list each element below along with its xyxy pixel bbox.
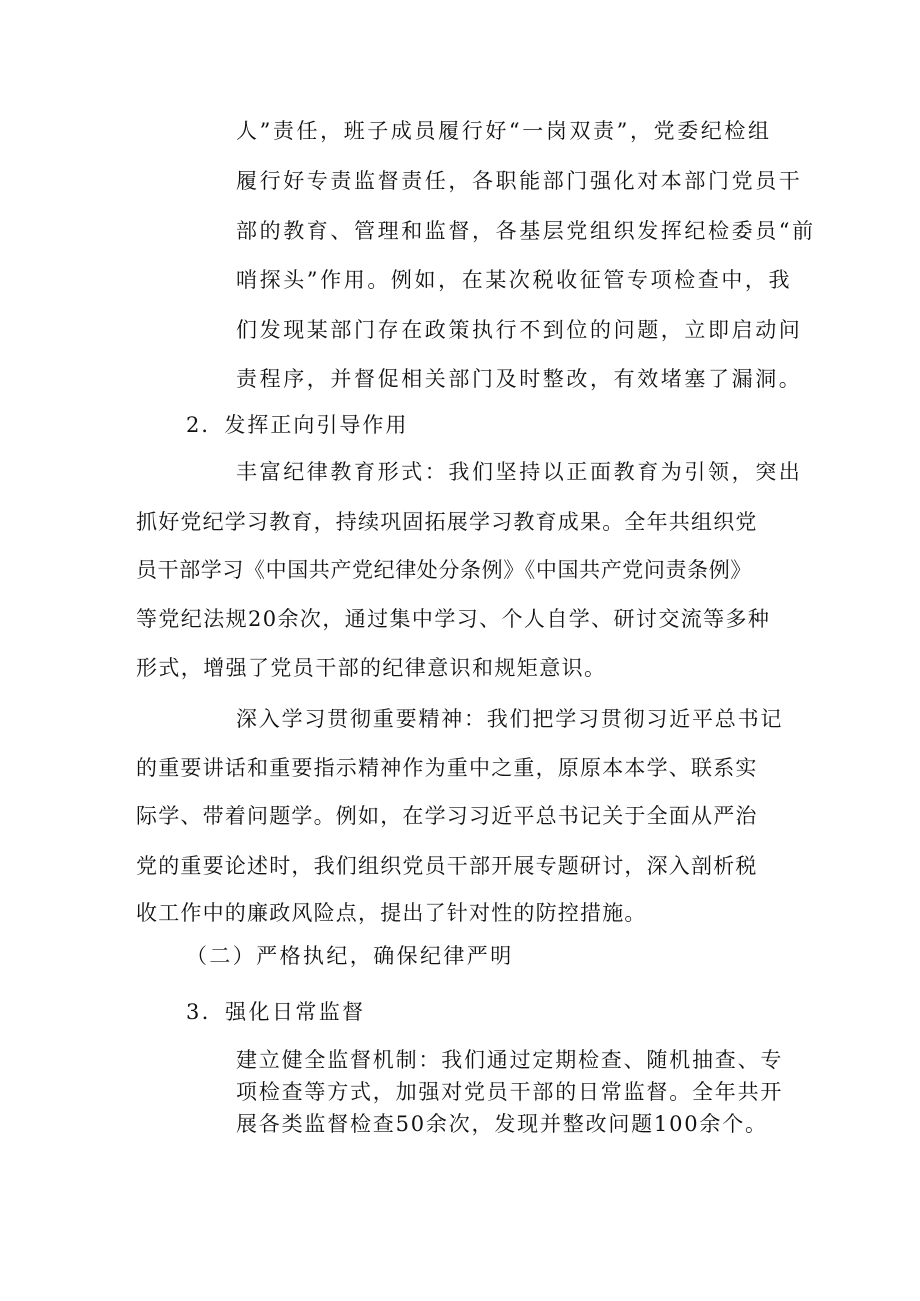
text-line: 人”责任，班子成员履行好“一岗双责”，党委纪检组 [236, 119, 772, 143]
paragraph-line: 建立健全监督机制：我们通过定期检查、随机抽查、专 [236, 1048, 784, 1072]
text-line: 部的教育、管理和监督，各基层党组织发挥纪检委员“前 [236, 219, 816, 243]
text-line: 责程序，并督促相关部门及时整改，有效堵塞了漏洞。 [236, 367, 803, 391]
paragraph-line: 深入学习贯彻重要精神：我们把学习贯彻习近平总书记 [236, 707, 784, 731]
paragraph-line: 展各类监督检查50余次，发现并整改问题100余个。 [236, 1112, 768, 1136]
paragraph-line: 等党纪法规20余次，通过集中学习、个人自学、研讨交流等多种 [136, 607, 771, 631]
section-heading-2: 2．发挥正向引导作用 [186, 413, 409, 437]
paragraph-line: 项检查等方式，加强对党员干部的日常监督。全年共开 [236, 1080, 784, 1104]
paragraph-line: 形式，增强了党员干部的纪律意识和规矩意识。 [136, 656, 607, 680]
paragraph-line: 抓好党纪学习教育，持续巩固拓展学习教育成果。全年共组织党 [136, 510, 758, 534]
paragraph-line: 员干部学习《中国共产党纪律处分条例》《中国共产党问责条例》 [136, 558, 752, 582]
paragraph-line: 党的重要论述时，我们组织党员干部开展专题研讨，深入剖析税 [136, 854, 758, 878]
text-line: 哨探头”作用。例如，在某次税收征管专项检查中，我 [236, 268, 793, 292]
section-heading-3: 3．强化日常监督 [186, 1000, 366, 1024]
paragraph-line: 际学、带着问题学。例如，在学习习近平总书记关于全面从严治 [136, 804, 758, 828]
paragraph-line: 的重要讲话和重要指示精神作为重中之重，原原本本学、联系实 [136, 756, 758, 780]
paragraph-line: 丰富纪律教育形式：我们坚持以正面教育为引领，突出 [236, 460, 803, 484]
paragraph-line: 收工作中的廉政风险点，提出了针对性的防控措施。 [136, 901, 647, 925]
text-line: 履行好专责监督责任，各职能部门强化对本部门党员干 [236, 169, 803, 193]
text-line: 们发现某部门存在政策执行不到位的问题，立即启动问 [236, 318, 803, 342]
section-heading-er: （二）严格执纪，确保纪律严明 [186, 944, 514, 968]
